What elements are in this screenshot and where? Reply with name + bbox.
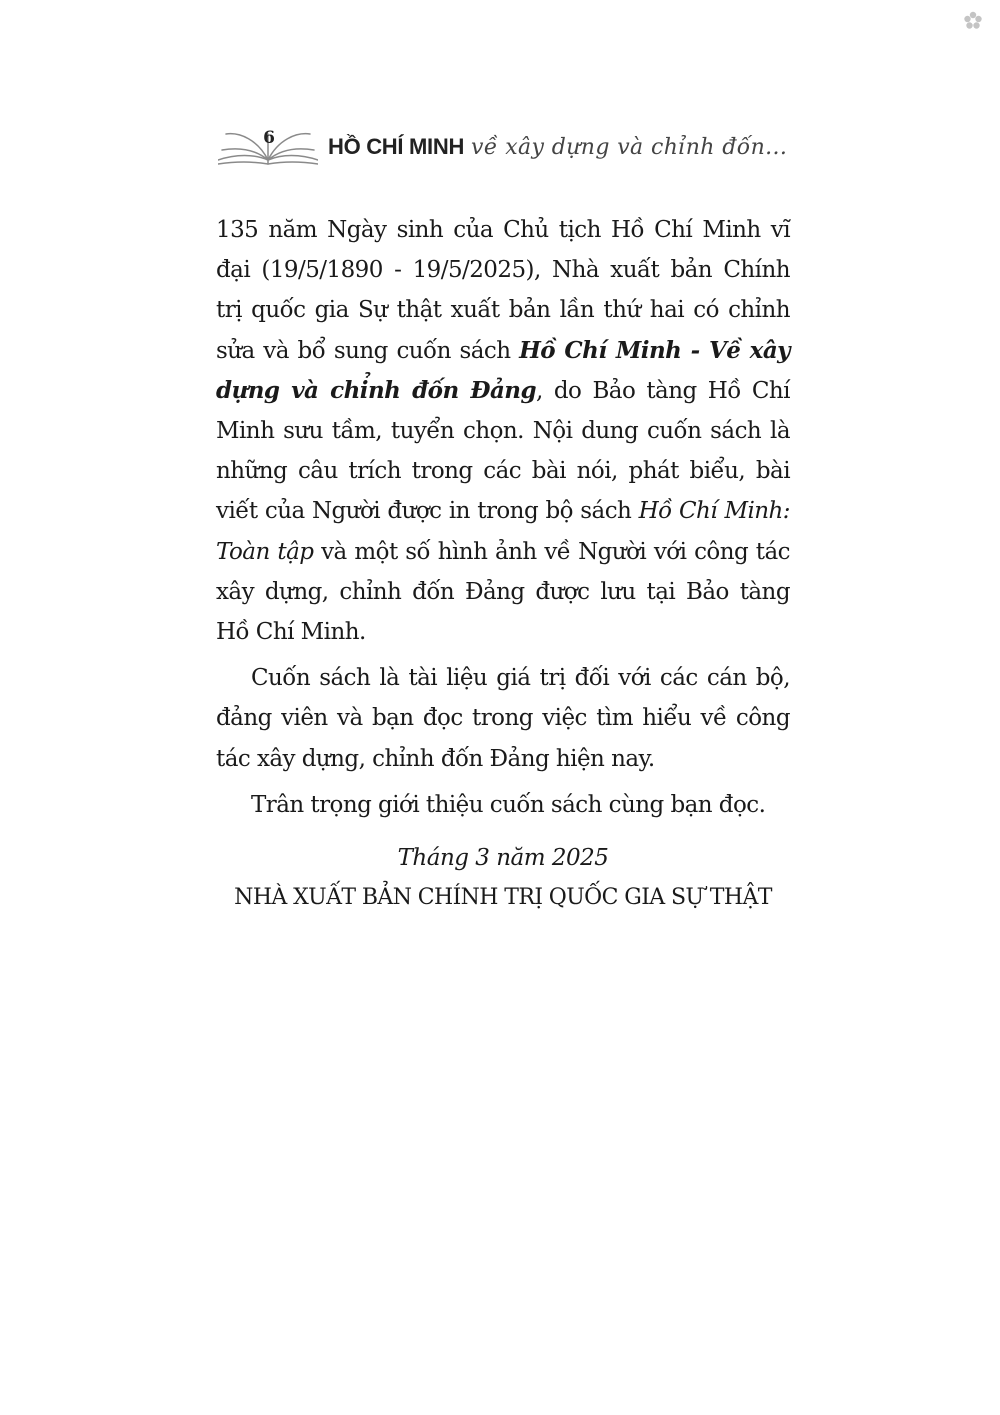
signature-block [216, 838, 790, 918]
body-text [216, 210, 790, 825]
paragraph-3: Trân trọng giới thiệu cuốn sách cùng bạn đọc. [251, 791, 766, 818]
running-header [218, 120, 798, 172]
flower-ornament-icon [962, 10, 984, 32]
paragraph-1-text-b: , do Bảo tàng Hồ Chí Minh sưu tầm, tuyển chọn. Nội dung cuốn sách là những câu trích trong các bài nói, phát biểu, bài viết của Người được in trong bộ sách [216, 377, 790, 525]
paragraph-1 [216, 210, 790, 652]
paragraph-1-text-c: và một số hình ảnh về Người với công tác xây dựng, chỉnh đốn Đảng được lưu tại Bảo tàng Hồ Chí Minh. [216, 538, 790, 646]
book-title: Hồ Chí Minh - Về xây dựng và chỉnh đốn Đảng [216, 336, 790, 404]
running-title [328, 132, 787, 163]
signature-date: Tháng 3 năm 2025 [397, 845, 609, 871]
paragraph-2: Cuốn sách là tài liệu giá trị đối với các cán bộ, đảng viên và bạn đọc trong việc tìm hiểu về công tác xây dựng, chỉnh đốn Đảng hiện nay. [216, 665, 790, 772]
running-title-bold: HỒ CHÍ MINH [328, 134, 465, 159]
page-number: 6 [263, 128, 275, 148]
signature-publisher: NHÀ XUẤT BẢN CHÍNH TRỊ QUỐC GIA SỰ THẬT [234, 885, 772, 910]
paragraph-1-text-a: 135 năm Ngày sinh của Chủ tịch Hồ Chí Minh vĩ đại (19/5/1890 - 19/5/2025), Nhà xuất bản Chính trị quốc gia Sự thật xuất bản lần thứ hai có chỉnh sửa và bổ sung cuốn sách [216, 217, 790, 364]
collection-title: Hồ Chí Minh: Toàn tập [216, 498, 790, 565]
running-title-script: về xây dựng và chỉnh đốn... [471, 135, 788, 160]
